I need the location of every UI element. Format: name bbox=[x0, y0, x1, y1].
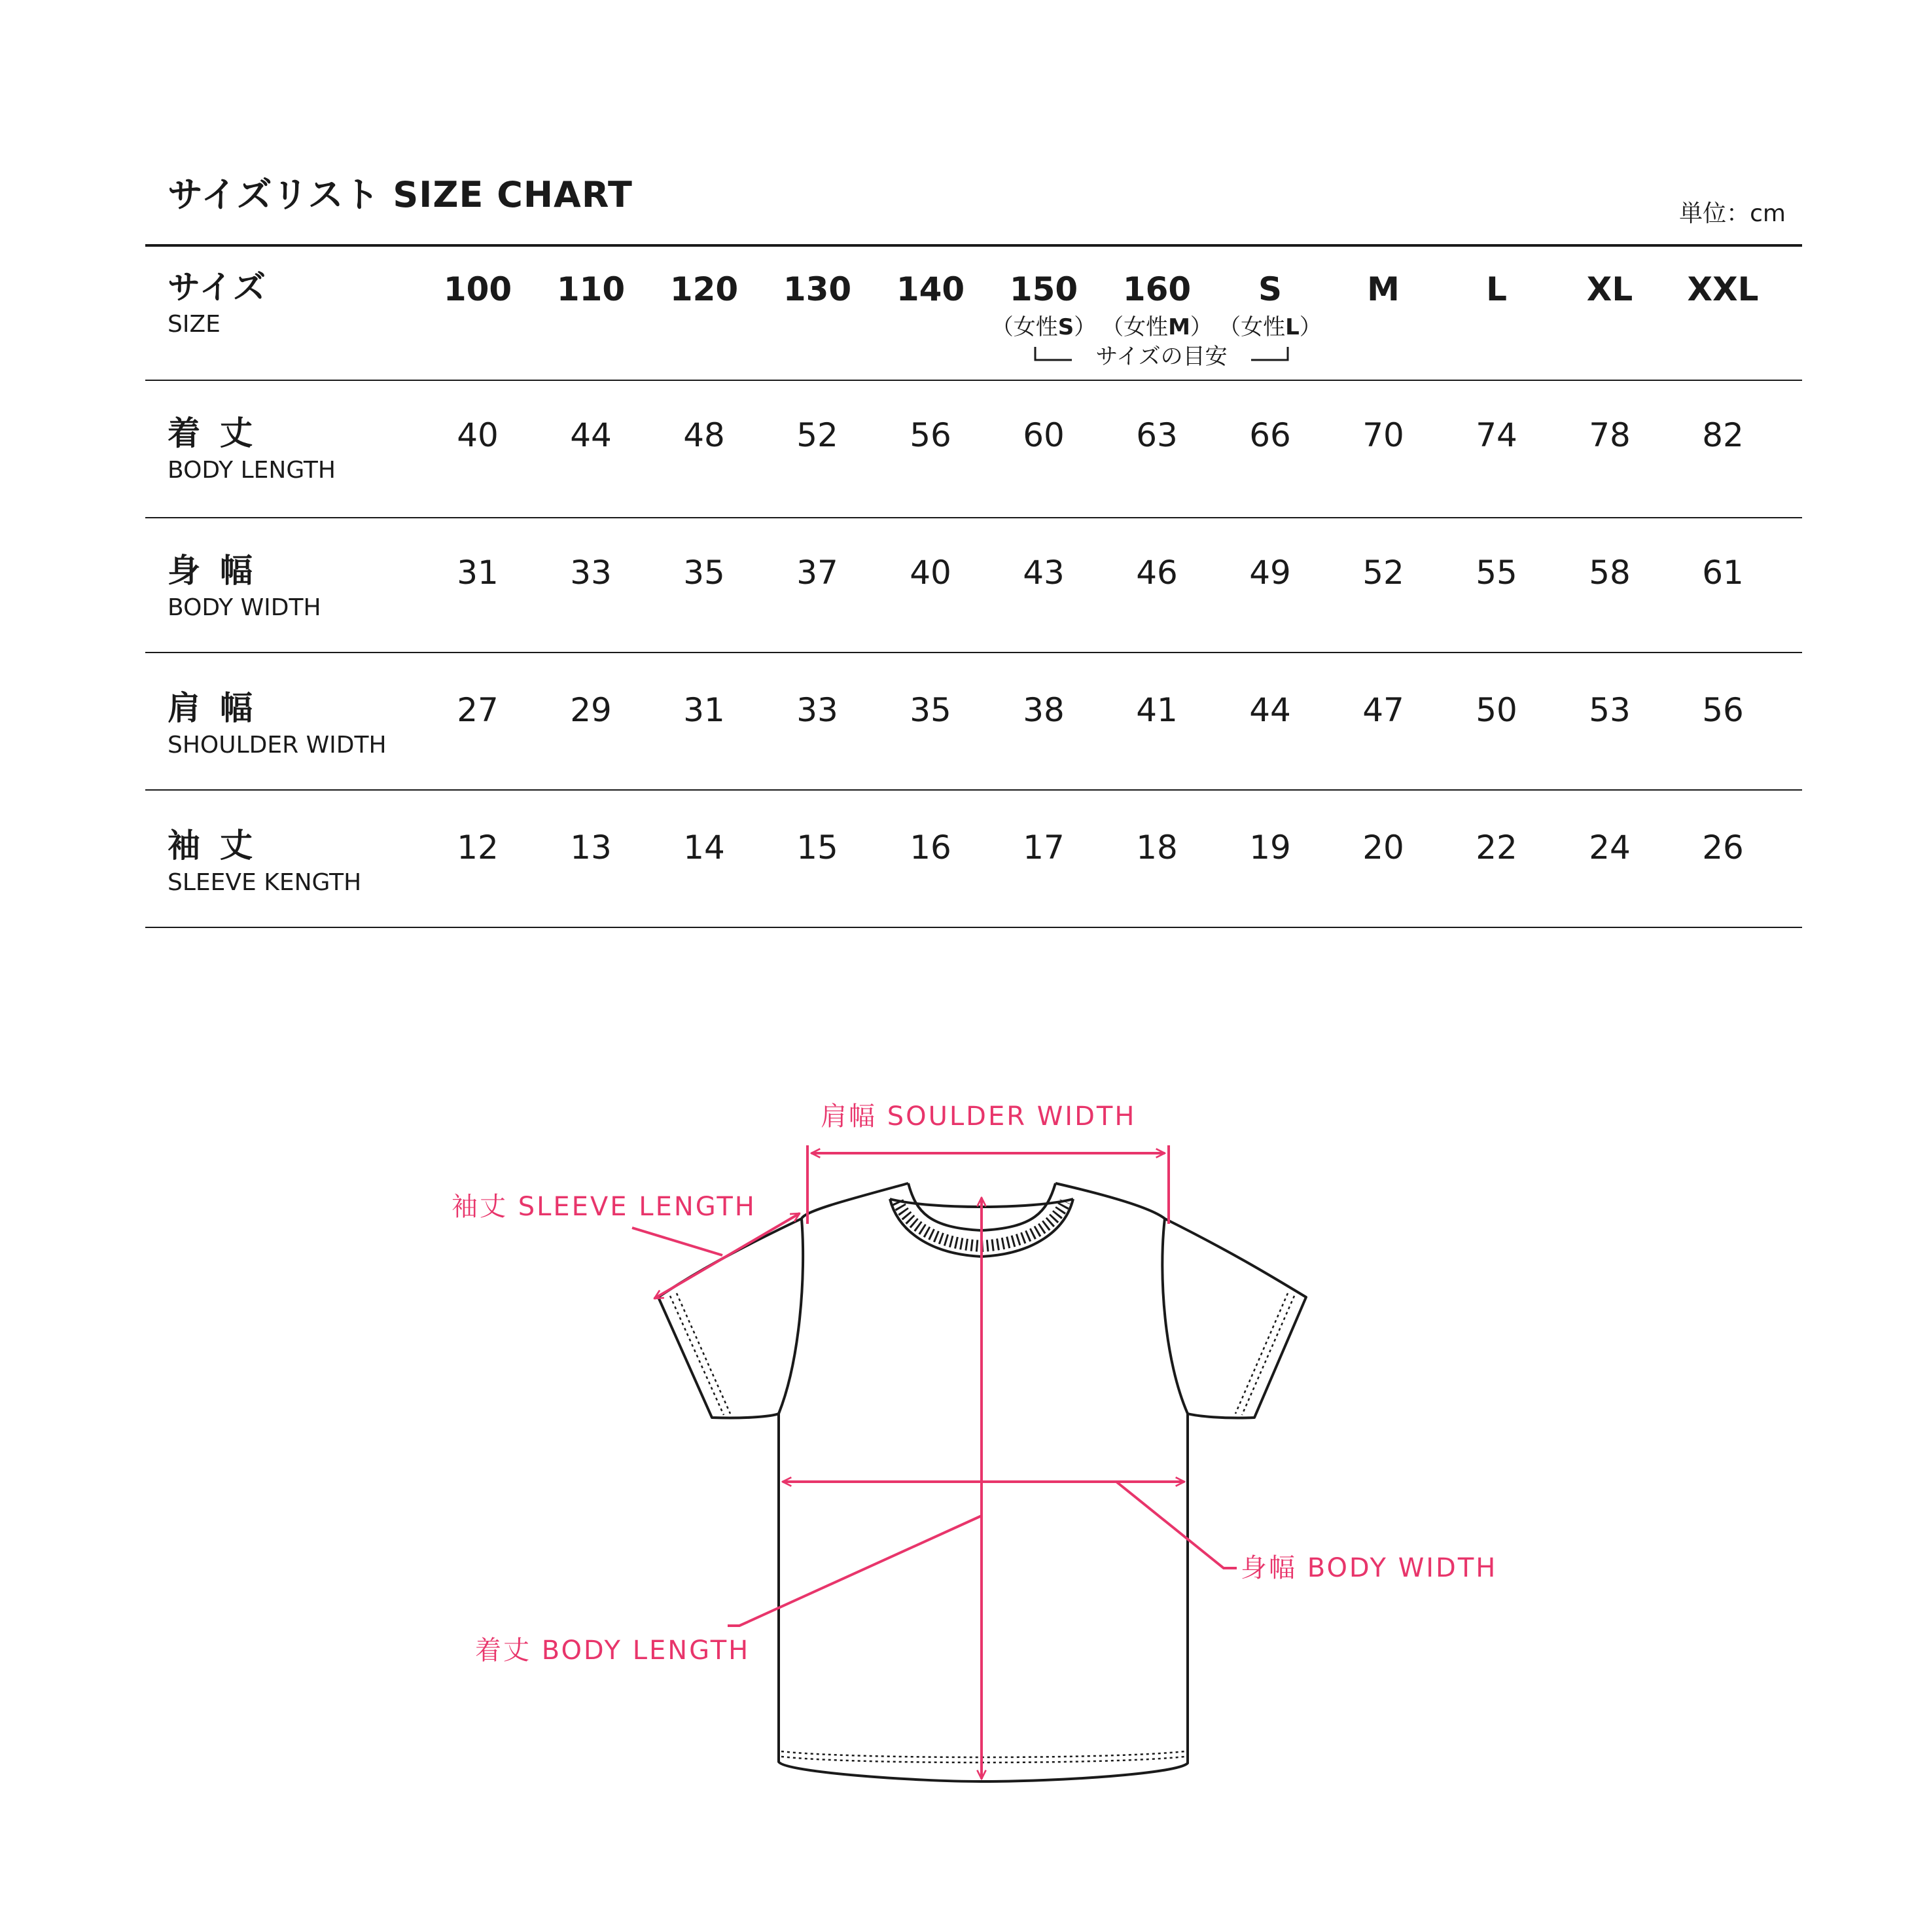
page-title: サイズリスト SIZE CHART bbox=[168, 174, 633, 215]
note-suffix: ） bbox=[1190, 314, 1213, 340]
table-cell: 60 bbox=[1023, 416, 1065, 454]
table-cell: 70 bbox=[1362, 416, 1404, 454]
table-cell: 44 bbox=[570, 416, 612, 454]
table-cell: 82 bbox=[1702, 416, 1744, 454]
sleeve-length-arrow bbox=[654, 1213, 800, 1298]
size-header-cell: 120 bbox=[669, 270, 739, 308]
table-cell: 66 bbox=[1249, 416, 1291, 454]
size-header-cell: 100 bbox=[443, 270, 512, 308]
table-cell: 37 bbox=[796, 554, 838, 592]
size-label-jp: サイズ bbox=[168, 268, 267, 306]
table-cell: 78 bbox=[1589, 416, 1631, 454]
table-cell: 33 bbox=[570, 554, 612, 592]
row-label-jp: 身幅 bbox=[168, 552, 272, 590]
size-header-cell: 140 bbox=[896, 270, 965, 308]
table-cell: 56 bbox=[1702, 691, 1744, 729]
table-cell: 29 bbox=[570, 691, 612, 729]
note-prefix: （女性 bbox=[1218, 314, 1286, 340]
size-header-cell: L bbox=[1486, 270, 1507, 308]
row-label-jp: 着丈 bbox=[168, 414, 272, 452]
table-cell: 27 bbox=[457, 691, 499, 729]
table-cell: 16 bbox=[910, 829, 951, 867]
table-cell: 33 bbox=[796, 691, 838, 729]
table-cell: 52 bbox=[1362, 554, 1404, 592]
table-cell: 53 bbox=[1589, 691, 1631, 729]
table-cell: 17 bbox=[1023, 829, 1065, 867]
table-cell: 49 bbox=[1249, 554, 1291, 592]
size-header-cell: S bbox=[1258, 270, 1282, 308]
size-header-cell: 150 bbox=[1009, 270, 1078, 308]
table-cell: 58 bbox=[1589, 554, 1631, 592]
table-cell: 35 bbox=[910, 691, 951, 729]
size-header-cell: XXL bbox=[1687, 270, 1759, 308]
sleeve-length-label: 袖丈 SLEEVE LENGTH bbox=[452, 1192, 756, 1222]
note-size: M bbox=[1168, 314, 1190, 340]
row-label-en: BODY WIDTH bbox=[168, 594, 321, 621]
table-cell: 15 bbox=[796, 829, 838, 867]
size-header-cell: M bbox=[1367, 270, 1400, 308]
table-cell: 61 bbox=[1702, 554, 1744, 592]
table-cell: 55 bbox=[1476, 554, 1517, 592]
table-cell: 74 bbox=[1476, 416, 1517, 454]
shoulder-width-label: 肩幅 SOULDER WIDTH bbox=[821, 1101, 1137, 1132]
table-cell: 38 bbox=[1023, 691, 1065, 729]
table-cell: 26 bbox=[1702, 829, 1744, 867]
table-cell: 18 bbox=[1136, 829, 1178, 867]
guide-label: サイズの目安 bbox=[1095, 344, 1228, 370]
table-cell: 63 bbox=[1136, 416, 1178, 454]
table-cell: 50 bbox=[1476, 691, 1517, 729]
table-cell: 31 bbox=[683, 691, 725, 729]
body-width-label: 身幅 BODY WIDTH bbox=[1241, 1553, 1498, 1583]
note-suffix: ） bbox=[1299, 314, 1322, 340]
table-cell: 56 bbox=[910, 416, 951, 454]
table-cell: 12 bbox=[457, 829, 499, 867]
table-cell: 35 bbox=[683, 554, 725, 592]
row-label-jp: 袖丈 bbox=[168, 827, 272, 865]
size-label-en: SIZE bbox=[168, 311, 221, 338]
sleeve-leader-line bbox=[632, 1228, 722, 1255]
table-cell: 14 bbox=[683, 829, 725, 867]
table-cell: 43 bbox=[1023, 554, 1065, 592]
note-size: S bbox=[1057, 314, 1074, 340]
table-cell: 24 bbox=[1589, 829, 1631, 867]
note-prefix: （女性 bbox=[991, 314, 1058, 340]
row-label-en: BODY LENGTH bbox=[168, 457, 336, 484]
note-prefix: （女性 bbox=[1101, 314, 1169, 340]
table-cell: 13 bbox=[570, 829, 612, 867]
size-header-cell: 160 bbox=[1122, 270, 1192, 308]
row-label-en: SHOULDER WIDTH bbox=[168, 732, 387, 759]
table-cell: 40 bbox=[457, 416, 499, 454]
size-header-cell: 130 bbox=[783, 270, 852, 308]
table-cell: 46 bbox=[1136, 554, 1178, 592]
body-width-leader-line bbox=[1116, 1482, 1237, 1568]
table-cell: 41 bbox=[1136, 691, 1178, 729]
size-header-cell: XL bbox=[1586, 270, 1633, 308]
table-cell: 40 bbox=[910, 554, 951, 592]
unit-label: 単位：cm bbox=[1679, 200, 1786, 227]
row-label-en: SLEEVE KENGTH bbox=[168, 869, 362, 896]
body-length-leader-line bbox=[728, 1516, 982, 1626]
note-suffix: ） bbox=[1074, 314, 1097, 340]
table-cell: 22 bbox=[1476, 829, 1517, 867]
table-cell: 47 bbox=[1362, 691, 1404, 729]
table-cell: 19 bbox=[1249, 829, 1291, 867]
table-cell: 20 bbox=[1362, 829, 1404, 867]
body-length-label: 着丈 BODY LENGTH bbox=[475, 1636, 751, 1666]
table-cell: 31 bbox=[457, 554, 499, 592]
note-size: L bbox=[1285, 314, 1300, 340]
table-cell: 44 bbox=[1249, 691, 1291, 729]
row-label-jp: 肩幅 bbox=[168, 689, 272, 727]
size-header-cell: 110 bbox=[556, 270, 626, 308]
table-cell: 48 bbox=[683, 416, 725, 454]
table-cell: 52 bbox=[796, 416, 838, 454]
